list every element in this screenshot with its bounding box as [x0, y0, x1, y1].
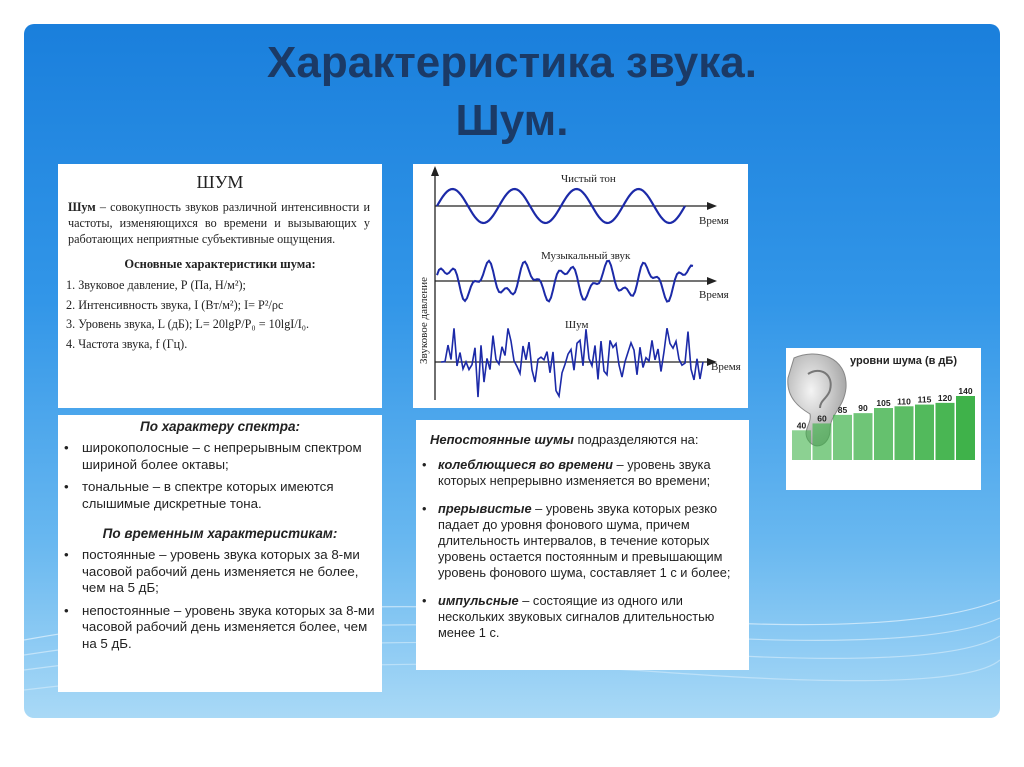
- bar-value-label: 110: [897, 396, 911, 407]
- variable-noise-term: Непостоянные шумы: [430, 432, 574, 447]
- noise-heading: ШУМ: [196, 172, 244, 192]
- bar-value-label: 60: [817, 413, 827, 424]
- bar-value-label: 120: [937, 392, 953, 403]
- characteristics-list: [58, 276, 382, 354]
- bar: [936, 403, 955, 460]
- list-item: 3. Уровень звука, L (дБ); L= 20lgP/P₀ = 10lgI/I₀.: [66, 317, 310, 331]
- music-sound-label: Музыкальный звук: [541, 250, 631, 262]
- pure-tone-label: Чистый тон: [561, 173, 616, 185]
- list-item: [416, 501, 749, 581]
- bar-value-label: 105: [876, 398, 891, 408]
- y-axis-arrow: [431, 166, 439, 176]
- bar-value-label: 40: [796, 420, 807, 431]
- title-line-1: Характеристика звука.: [267, 38, 757, 87]
- list-item: • непостоянные – уровень звука которых за 8-ми часовой рабочий день изменяется более, чем на 5 дБ.: [58, 603, 382, 653]
- time-characteristics-heading: По временным характеристикам:: [102, 526, 338, 541]
- bar-value-label: 115: [917, 394, 932, 405]
- classification-panel: [58, 415, 382, 692]
- item-term: колеблющиеся во времени: [438, 457, 613, 472]
- slide-title: [0, 34, 1024, 150]
- bar: [833, 415, 852, 460]
- noise-definition-panel: [58, 164, 382, 408]
- variable-noise-heading: [430, 432, 749, 447]
- spectrum-heading: По характеру спектра:: [140, 419, 300, 434]
- list-item: [416, 593, 749, 641]
- time-label-2: Время: [699, 289, 729, 301]
- noise-wave: [441, 328, 703, 397]
- list-item: • тональные – в спектре которых имеются слышимые дискретные тона.: [58, 479, 382, 512]
- bar: [956, 396, 975, 460]
- characteristics-heading: Основные характеристики шума:: [124, 257, 316, 271]
- item-text: – состоящие из одного или нескольких звуковых сигналов длительностью менее 1 с.: [438, 593, 715, 640]
- list-item: • широкополосные – с непрерывным спектром шириной более октавы;: [58, 440, 382, 473]
- title-line-2: Шум.: [455, 96, 569, 145]
- time-characteristics-list: [58, 547, 382, 652]
- bar: [874, 408, 893, 460]
- bar: [854, 413, 873, 460]
- noise-levels-chart: [786, 348, 981, 490]
- definition-term: Шум: [68, 200, 96, 214]
- bar: [813, 423, 832, 460]
- waveform-figure: [413, 164, 748, 408]
- variable-noise-list: [416, 457, 749, 641]
- list-item: • постоянные – уровень звука которых за 8-ми часовой рабочий день изменяется не более, чем на 5 дБ;: [58, 547, 382, 597]
- waveform-panel: [413, 164, 748, 408]
- item-term: импульсные: [438, 593, 519, 608]
- chart-svg: [786, 348, 981, 490]
- time-label-1: Время: [699, 215, 729, 227]
- variable-noise-rest: подразделяются на:: [573, 432, 699, 447]
- time-label-3: Время: [711, 361, 741, 373]
- list-item: 1. Звуковое давление, Р (Па, Н/м²);: [66, 278, 246, 292]
- y-axis-label: Звуковое давление: [418, 276, 430, 364]
- noise-label: Шум: [565, 319, 589, 331]
- spectrum-list: [58, 440, 382, 512]
- bar-value-label: 90: [858, 403, 868, 414]
- definition-text: – совокупность звуков различной интенсивности и частоты, изменяющихся во времени и вызывающих у работающих неприятные субъективные ощущения.: [68, 200, 370, 246]
- bar-value-label: 140: [958, 386, 973, 396]
- bar: [915, 405, 934, 460]
- time-arrow-1: [707, 202, 717, 210]
- list-item: [416, 457, 749, 489]
- bar: [895, 406, 914, 460]
- noise-definition: [68, 199, 370, 247]
- item-text: – уровень звука которых непрерывно изменяется во времени;: [438, 457, 711, 488]
- bar: [792, 430, 811, 460]
- list-item: 4. Частота звука, f (Гц).: [66, 336, 188, 351]
- time-arrow-2: [707, 277, 717, 285]
- item-text: – уровень звука которых резко падает до уровня фонового шума, причем длительность интервалов, в течение которых уровень остается постоянным и превышающим уровень фонового шума, составляет 1 с и более;: [438, 501, 731, 580]
- bar-value-label: 85: [837, 404, 848, 415]
- variable-noise-panel: [416, 420, 749, 670]
- chart-title: уровни шума (в дБ): [850, 355, 957, 367]
- list-item: 2. Интенсивность звука, I (Вт/м²); I= P²/ρс: [66, 297, 284, 312]
- item-term: прерывистые: [438, 501, 532, 516]
